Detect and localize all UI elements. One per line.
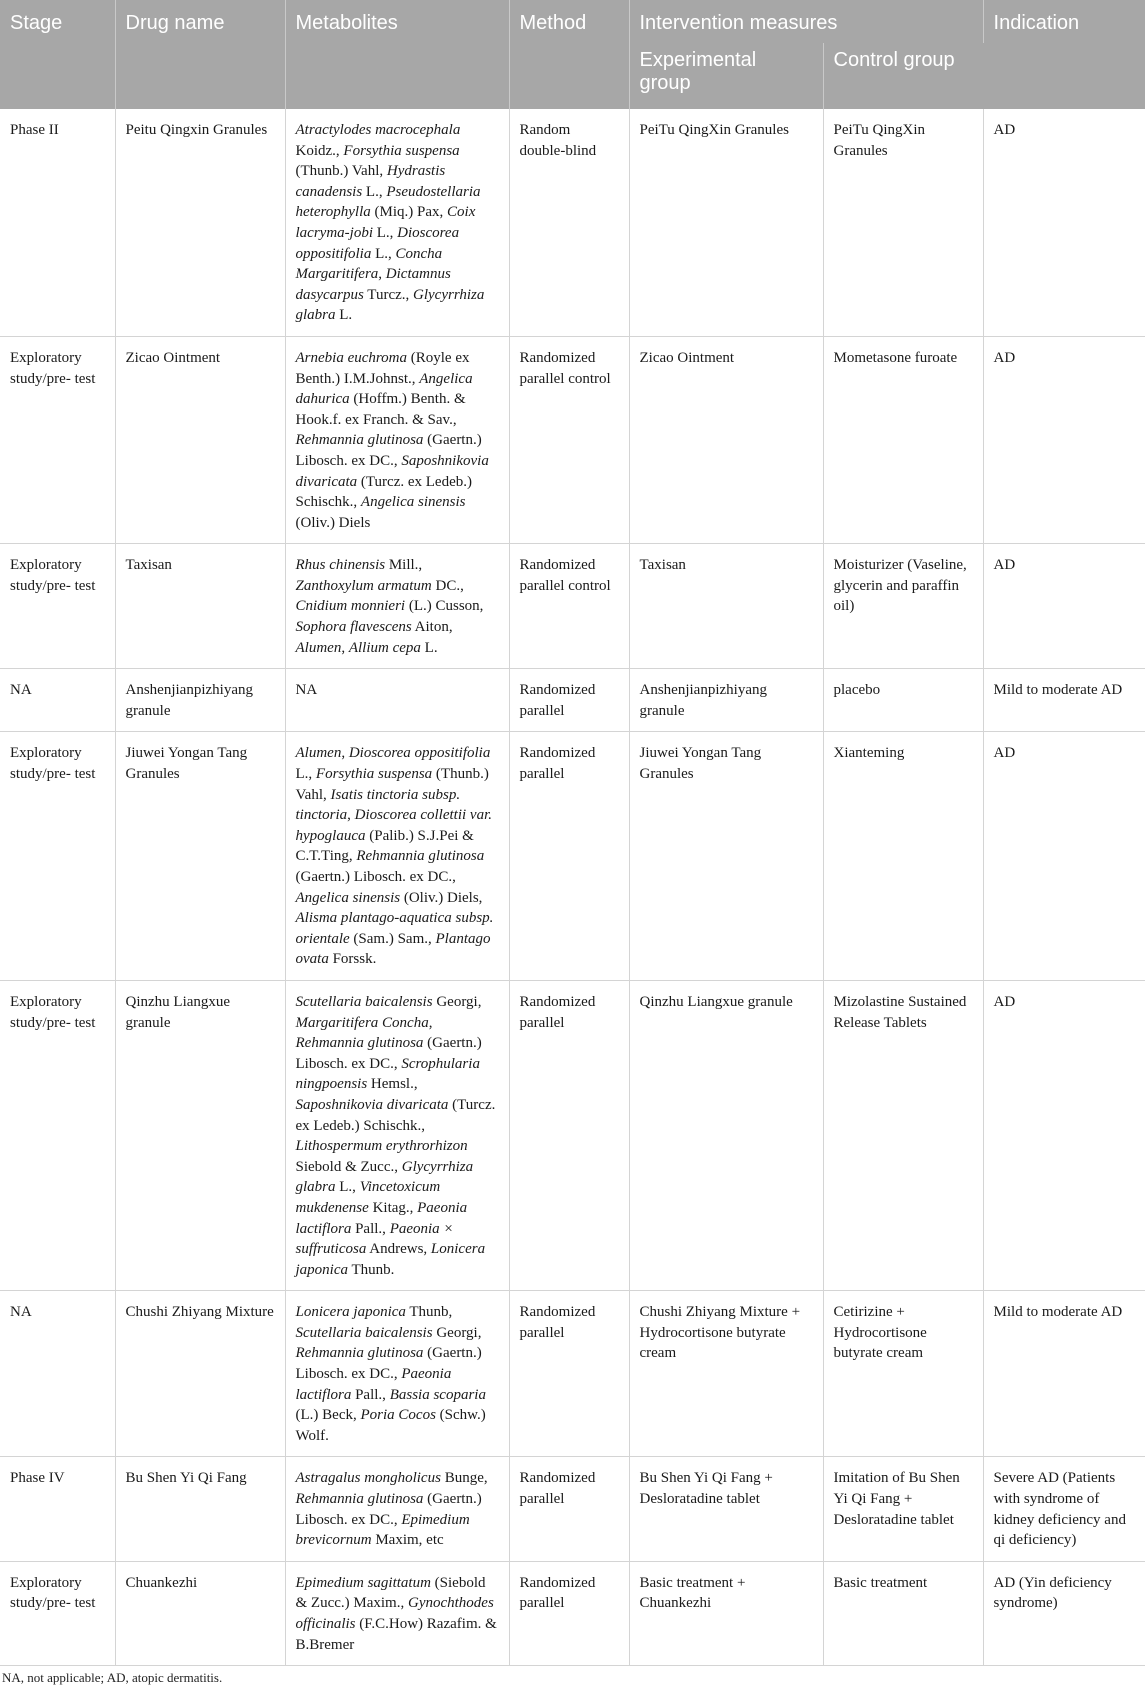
stage-cell: Phase IV	[0, 1457, 115, 1561]
table-row	[0, 1561, 1145, 1665]
authority-text: (Gaertn.) Libosch. ex DC.,	[295, 1345, 482, 1383]
table-row	[0, 732, 1145, 981]
table-row	[0, 336, 1145, 543]
species-name: Paeonia lactiflora	[295, 1366, 452, 1403]
experimental-group-cell: Bu Shen Yi Qi Fang + Desloratadine tablet	[629, 1457, 823, 1561]
control-group-cell: Moisturizer (Vaseline, glycerin and paraffin oil)	[823, 544, 983, 669]
authority-text: (Thunb.) Vahl,	[295, 163, 387, 180]
species-name: Lithospermum erythrorhizon	[295, 1138, 468, 1155]
authority-text: Thunb,	[405, 1304, 453, 1321]
header-control-group: Control group	[823, 43, 983, 109]
control-group-cell: Cetirizine + Hydrocortisone butyrate cream	[823, 1291, 983, 1457]
control-group-cell: Basic treatment	[823, 1561, 983, 1665]
species-name: Coix lacryma-jobi	[295, 204, 476, 241]
authority-text: Turcz.,	[363, 286, 414, 303]
authority-text: (Oliv.) Diels	[295, 514, 371, 531]
indication-cell: AD	[983, 980, 1145, 1290]
species-name: Rehmannia glutinosa	[295, 1035, 424, 1052]
authority-text: L.,	[295, 766, 316, 783]
stage-cell: Phase II	[0, 109, 115, 336]
species-name: Hydrastis canadensis	[295, 163, 446, 200]
experimental-group-cell: Anshenjianpizhiyang granule	[629, 669, 823, 732]
header-intervention-measures: Intervention measures	[629, 0, 983, 43]
control-group-cell: Imitation of Bu Shen Yi Qi Fang + Desloratadine tablet	[823, 1457, 983, 1561]
species-name: Isatis tinctoria subsp. tinctoria	[295, 786, 461, 824]
method-cell: Randomized parallel control	[509, 544, 629, 669]
authority-text: Pall.,	[351, 1386, 390, 1403]
authority-text: Georgi,	[432, 1324, 482, 1341]
stage-cell: Exploratory study/pre- test	[0, 1561, 115, 1665]
species-name: Lonicera japonica	[295, 1304, 406, 1321]
species-name: Alumen	[295, 639, 342, 656]
method-cell: Random double-blind	[509, 109, 629, 336]
species-name: Dictamnus dasycarpus	[295, 266, 451, 303]
drug-name-cell: Zicao Ointment	[115, 336, 285, 543]
indication-cell: AD (Yin deficiency syndrome)	[983, 1561, 1145, 1665]
authority-text: (Sam.) Sam.,	[349, 930, 436, 947]
control-group-cell: Xianteming	[823, 732, 983, 981]
species-name: Rhus chinensis	[295, 557, 386, 574]
metabolites-cell	[285, 336, 509, 543]
authority-text: (L.) Cusson,	[405, 598, 484, 615]
experimental-group-cell: Chushi Zhiyang Mixture + Hydrocortisone butyrate cream	[629, 1291, 823, 1457]
species-name: Poria Cocos	[360, 1407, 436, 1424]
species-name: Concha Margaritifera	[295, 245, 443, 283]
species-name: Allium cepa	[348, 639, 421, 656]
authority-text: (Turcz. ex Ledeb.) Schischk.,	[295, 1096, 496, 1134]
authority-text: (L.) Beck,	[295, 1407, 361, 1424]
authority-text: (Gaertn.) Libosch. ex DC.,	[295, 869, 456, 885]
table-row	[0, 669, 1145, 732]
authority-text: L.,	[362, 183, 387, 200]
authority-text: NA	[295, 682, 318, 699]
authority-text: ,	[428, 1014, 433, 1031]
metabolites-cell	[285, 1291, 509, 1457]
authority-text: L.,	[372, 224, 398, 241]
authority-text: (Royle ex Benth.) I.M.Johnst.,	[295, 349, 470, 387]
authority-text: Forssk.	[328, 951, 377, 968]
method-cell: Randomized parallel	[509, 1457, 629, 1561]
authority-text: Andrews,	[366, 1241, 431, 1258]
drug-name-cell: Chushi Zhiyang Mixture	[115, 1291, 285, 1457]
authority-text: (Gaertn.) Libosch. ex DC.,	[295, 1035, 482, 1072]
species-name: Bassia scoparia	[389, 1386, 486, 1403]
species-name: Margaritifera Concha	[295, 1014, 429, 1031]
species-name: Sophora flavescens	[295, 619, 412, 636]
species-name: Glycyrrhiza glabra	[295, 1158, 474, 1196]
authority-text: L.	[420, 639, 438, 656]
species-name: Cnidium monnieri	[295, 598, 406, 615]
authority-text: L.,	[371, 245, 396, 262]
authority-text: Aiton,	[411, 619, 453, 636]
metabolites-cell	[285, 109, 509, 336]
authority-text: Thunb.	[348, 1261, 395, 1278]
species-name: Alumen	[295, 745, 342, 762]
drug-name-cell: Qinzhu Liangxue granule	[115, 980, 285, 1290]
species-name: Zanthoxylum armatum	[295, 577, 432, 594]
metabolites-cell	[285, 669, 509, 732]
species-name: Angelica dahurica	[295, 370, 473, 408]
authority-text: (Turcz. ex Ledeb.) Schischk.,	[295, 473, 472, 511]
experimental-group-cell: Zicao Ointment	[629, 336, 823, 543]
species-name: Forsythia suspensa	[315, 766, 433, 783]
authority-text: ,	[341, 745, 349, 762]
table-row	[0, 544, 1145, 669]
species-name: Scutellaria baicalensis	[295, 1324, 433, 1341]
species-name: Rehmannia glutinosa	[295, 432, 424, 449]
authority-text: Georgi,	[432, 993, 482, 1010]
species-name: Atractylodes macrocephala	[295, 122, 461, 138]
control-group-cell: PeiTu QingXin Granules	[823, 109, 983, 336]
header-metabolites: Metabolites	[285, 0, 509, 109]
indication-cell: Mild to moderate AD	[983, 1291, 1145, 1457]
method-cell: Randomized parallel	[509, 1561, 629, 1665]
authority-text: (F.C.How) Razafim. & B.Bremer	[295, 1616, 497, 1653]
header-method: Method	[509, 0, 629, 109]
species-name: Astragalus mongholicus	[295, 1470, 441, 1487]
authority-text: ,	[378, 266, 386, 283]
authority-text: (Thunb.) Vahl,	[295, 766, 489, 803]
authority-text: Maxim, etc	[371, 1532, 444, 1549]
species-name: Gynochthodes officinalis	[295, 1595, 494, 1632]
authority-text: Bunge,	[440, 1470, 488, 1487]
stage-cell: NA	[0, 669, 115, 732]
drug-name-cell: Taxisan	[115, 544, 285, 669]
drug-name-cell: Jiuwei Yongan Tang Granules	[115, 732, 285, 981]
experimental-group-cell: PeiTu QingXin Granules	[629, 109, 823, 336]
metabolites-cell	[285, 1457, 509, 1561]
indication-cell: AD	[983, 109, 1145, 336]
species-name: Glycyrrhiza glabra	[295, 286, 485, 324]
indication-cell: AD	[983, 336, 1145, 543]
experimental-group-cell: Taxisan	[629, 544, 823, 669]
drug-name-cell: Peitu Qingxin Granules	[115, 109, 285, 336]
species-name: Saposhnikovia divaricata	[295, 1096, 449, 1113]
method-cell: Randomized parallel	[509, 980, 629, 1290]
indication-cell: Mild to moderate AD	[983, 669, 1145, 732]
table-row	[0, 980, 1145, 1290]
authority-text: ,	[341, 639, 349, 656]
species-name: Alisma plantago-aquatica subsp. orientale	[295, 910, 494, 947]
species-name: Epimedium brevicornum	[295, 1511, 470, 1549]
experimental-group-cell: Qinzhu Liangxue granule	[629, 980, 823, 1290]
drug-name-cell: Chuankezhi	[115, 1561, 285, 1665]
control-group-cell: Mizolastine Sustained Release Tablets	[823, 980, 983, 1290]
table-header	[0, 0, 1145, 109]
authority-text: Siebold & Zucc.,	[295, 1158, 402, 1175]
authority-text: DC.,	[431, 577, 464, 594]
authority-text: Pall.,	[351, 1220, 390, 1237]
species-name: Angelica sinensis	[295, 889, 401, 906]
table-body	[0, 109, 1145, 1666]
authority-text: Mill.,	[385, 557, 423, 574]
metabolites-cell	[285, 544, 509, 669]
method-cell: Randomized parallel	[509, 732, 629, 981]
experimental-group-cell: Basic treatment + Chuankezhi	[629, 1561, 823, 1665]
species-name: Dioscorea oppositifolia	[295, 224, 460, 262]
species-name: Scrophularia ningpoensis	[295, 1055, 480, 1093]
metabolites-cell	[285, 1561, 509, 1665]
drug-name-cell: Anshenjianpizhiyang granule	[115, 669, 285, 732]
authority-text: (Hoffm.) Benth. & Hook.f. ex Franch. & Sav.,	[295, 391, 466, 428]
species-name: Paeonia × suffruticosa	[295, 1220, 454, 1258]
species-name: Dioscorea collettii var. hypoglauca	[295, 807, 493, 844]
header-stage: Stage	[0, 0, 115, 109]
stage-cell: NA	[0, 1291, 115, 1457]
stage-cell: Exploratory study/pre- test	[0, 732, 115, 981]
method-cell: Randomized parallel control	[509, 336, 629, 543]
species-name: Arnebia euchroma	[295, 349, 408, 366]
header-drug-name: Drug name	[115, 0, 285, 109]
drug-name-cell: Bu Shen Yi Qi Fang	[115, 1457, 285, 1561]
species-name: Vincetoxicum mukdenense	[295, 1179, 441, 1216]
authority-text: Kitag.,	[368, 1199, 418, 1216]
authority-text: (Schw.) Wolf.	[295, 1407, 486, 1444]
species-name: Angelica sinensis	[360, 494, 466, 511]
method-cell: Randomized parallel	[509, 1291, 629, 1457]
table-row	[0, 109, 1145, 336]
species-name: Saposhnikovia divaricata	[295, 452, 489, 490]
header-indication: Indication	[983, 0, 1145, 109]
authority-text: ,	[347, 807, 355, 824]
method-cell: Randomized parallel	[509, 669, 629, 732]
indication-cell: Severe AD (Patients with syndrome of kidney deficiency and qi deficiency)	[983, 1457, 1145, 1561]
species-name: Plantago ovata	[295, 930, 491, 968]
species-name: Rehmannia glutinosa	[295, 1491, 424, 1508]
species-name: Lonicera japonica	[295, 1241, 486, 1278]
species-name: Rehmannia glutinosa	[356, 848, 485, 865]
metabolites-cell	[285, 980, 509, 1290]
authority-text: Koidz.,	[295, 142, 344, 159]
authority-text: (Oliv.) Diels,	[400, 889, 483, 906]
authority-text: (Gaertn.) Libosch. ex DC.,	[295, 432, 482, 469]
species-name: Forsythia suspensa	[343, 142, 460, 159]
metabolites-cell	[285, 732, 509, 981]
authority-text: (Gaertn.) Libosch. ex DC.,	[295, 1491, 482, 1528]
species-name: Pseudostellaria heterophylla	[295, 183, 481, 221]
stage-cell: Exploratory study/pre- test	[0, 544, 115, 669]
authority-text: L.	[335, 307, 353, 324]
species-name: Epimedium sagittatum	[295, 1574, 431, 1591]
stage-cell: Exploratory study/pre- test	[0, 980, 115, 1290]
table-row	[0, 1291, 1145, 1457]
table-footnote: NA, not applicable; AD, atopic dermatitis.	[2, 1670, 223, 1686]
species-name: Dioscorea oppositifolia	[348, 745, 491, 762]
header-row	[0, 0, 1145, 43]
authority-text: (Palib.) S.J.Pei & C.T.Ting,	[295, 827, 474, 865]
species-name: Scutellaria baicalensis	[295, 993, 433, 1010]
stage-cell: Exploratory study/pre- test	[0, 336, 115, 543]
table-row	[0, 1457, 1145, 1561]
species-name: Paeonia lactiflora	[295, 1199, 468, 1237]
control-group-cell: Mometasone furoate	[823, 336, 983, 543]
indication-cell: AD	[983, 544, 1145, 669]
authority-text: (Miq.) Pax,	[370, 204, 448, 221]
header-experimental-group: Experimental group	[629, 43, 823, 109]
species-name: Rehmannia glutinosa	[295, 1345, 424, 1362]
indication-cell: AD	[983, 732, 1145, 981]
experimental-group-cell: Jiuwei Yongan Tang Granules	[629, 732, 823, 981]
authority-text: Hemsl.,	[367, 1076, 418, 1093]
control-group-cell: placebo	[823, 669, 983, 732]
authority-text: (Siebold & Zucc.) Maxim.,	[295, 1574, 486, 1612]
authority-text: L.,	[335, 1179, 360, 1196]
